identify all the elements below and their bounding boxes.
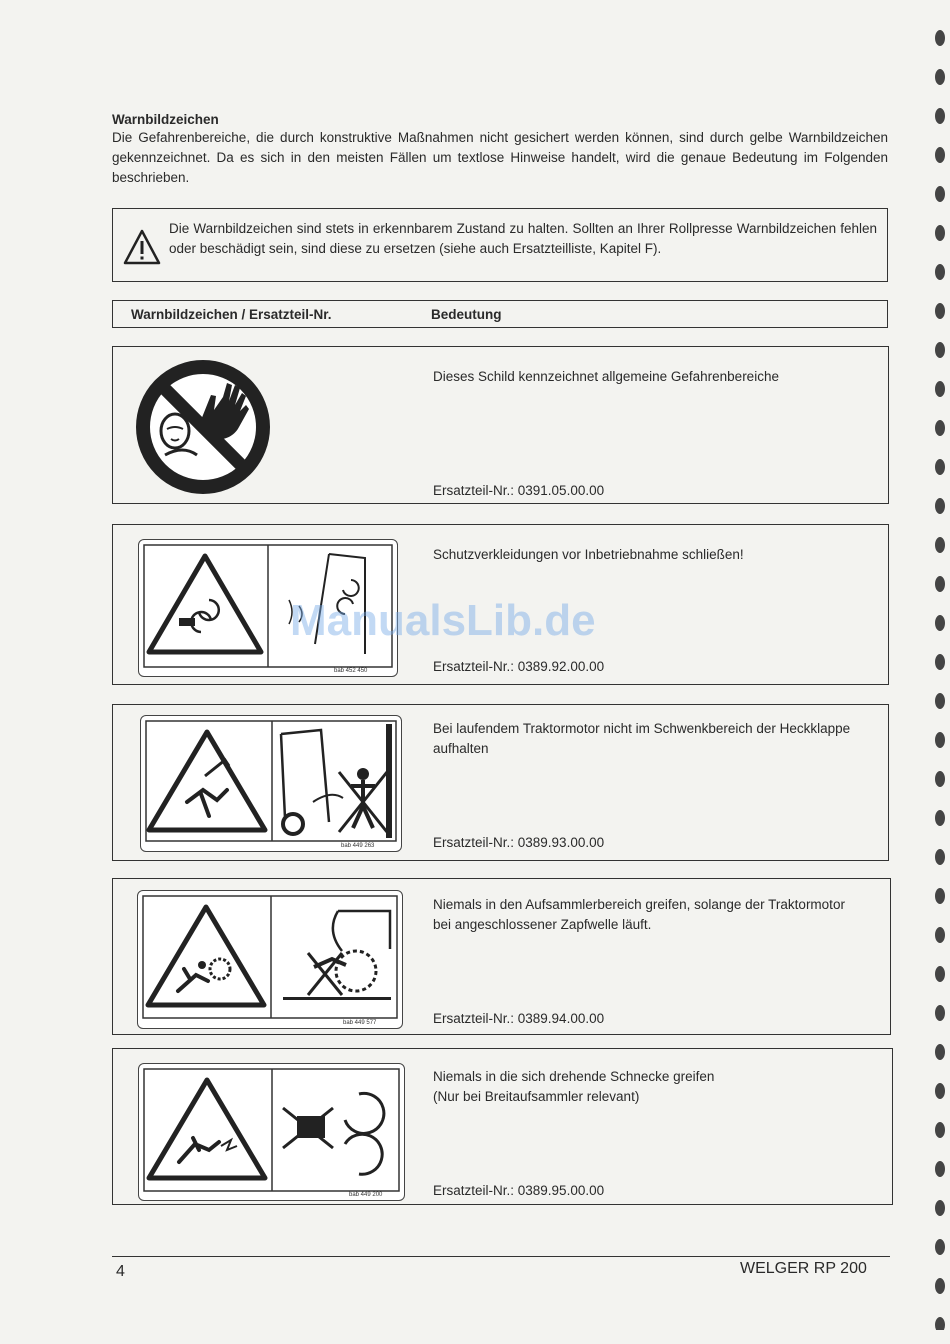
binding-hole [935,927,945,943]
intro-paragraph: Die Gefahrenbereiche, die durch konstruktive Maßnahmen nicht gesichert werden können, sind durch gelbe Warnbildzeichen gekennzeichnet. Da es sich in den meisten Fällen um textlose Hinweise handelt, wird die genaue Bedeutung im Folgenden beschrieben. [112,130,888,185]
table-row [112,346,889,504]
auger-warning-icon [138,1063,405,1201]
sign-code: bab 449 200 [349,1192,383,1198]
binding-hole [935,1200,945,1216]
header-col-meaning: Bedeutung [431,307,502,322]
binding-hole [935,303,945,319]
notice-box [112,208,888,282]
notice-text: Die Warnbildzeichen sind stets in erkennbarem Zustand zu halten. Sollten an Ihrer Rollpresse Warnbildzeichen fehlen oder beschädigt sein, sind diese zu ersetzen (siehe auch Ersatzteilliste, Kapitel F). [169,221,877,256]
binding-hole [935,1161,945,1177]
binding-hole [935,1278,945,1294]
page-number: 4 [116,1263,125,1280]
footer-rule [112,1256,890,1257]
binding-hole [935,537,945,553]
header-col-sign: Warnbildzeichen / Ersatzteil-Nr. [131,307,332,322]
prohibition-sign-icon [135,359,271,495]
row-part-number: Ersatzteil-Nr.: 0389.92.00.00 [433,659,605,674]
binding-hole [935,1122,945,1138]
binding-hole [935,1317,945,1330]
row-meaning: Bei laufendem Traktormotor nicht im Schwenkbereich der Heckklappe aufhalten [433,721,851,756]
row-meaning: Niemals in den Aufsammlerbereich greifen, solange der Traktormotor bei angeschlossener Zapfwelle läuft. [433,897,845,932]
sign-code: bab 452 450 [334,668,368,674]
binding-hole [935,342,945,358]
binding-hole [935,498,945,514]
binding-hole [935,1083,945,1099]
tailgate-swing-warning-icon [140,715,402,852]
binding-hole [935,615,945,631]
section-title: Warnbildzeichen [112,112,219,127]
binding-hole [935,420,945,436]
binding-hole [935,459,945,475]
pickup-warning-icon [137,890,403,1029]
binding-hole [935,69,945,85]
binding-hole [935,693,945,709]
spiral-binding [930,30,946,1330]
binding-hole [935,108,945,124]
binding-hole [935,186,945,202]
warning-triangle-icon [123,229,161,265]
row-part-number: Ersatzteil-Nr.: 0389.94.00.00 [433,1011,605,1026]
sign-code: bab 449 577 [343,1020,377,1026]
binding-hole [935,30,945,46]
row-meaning: Schutzverkleidungen vor Inbetriebnahme schließen! [433,547,744,562]
binding-hole [935,771,945,787]
row-part-number: Ersatzteil-Nr.: 0391.05.00.00 [433,483,605,498]
binding-hole [935,732,945,748]
binding-hole [935,654,945,670]
binding-hole [935,1044,945,1060]
table-row [112,1048,893,1205]
binding-hole [935,849,945,865]
row-meaning: Dieses Schild kennzeichnet allgemeine Gefahrenbereiche [433,369,779,384]
table-header [112,300,888,328]
binding-hole [935,966,945,982]
binding-hole [935,264,945,280]
table-row [112,704,889,861]
binding-hole [935,147,945,163]
row-part-number: Ersatzteil-Nr.: 0389.93.00.00 [433,835,605,850]
binding-hole [935,1005,945,1021]
binding-hole [935,810,945,826]
binding-hole [935,225,945,241]
table-row [112,878,891,1035]
binding-hole [935,888,945,904]
binding-hole [935,576,945,592]
sign-code: bab 449 263 [341,843,375,849]
row-part-number: Ersatzteil-Nr.: 0389.95.00.00 [433,1183,605,1198]
binding-hole [935,381,945,397]
footer-brand: WELGER RP 200 [740,1260,867,1277]
row-meaning: Niemals in die sich drehende Schnecke greifen (Nur bei Breitaufsammler relevant) [433,1069,715,1104]
watermark: ManualsLib.de [290,596,596,645]
binding-hole [935,1239,945,1255]
